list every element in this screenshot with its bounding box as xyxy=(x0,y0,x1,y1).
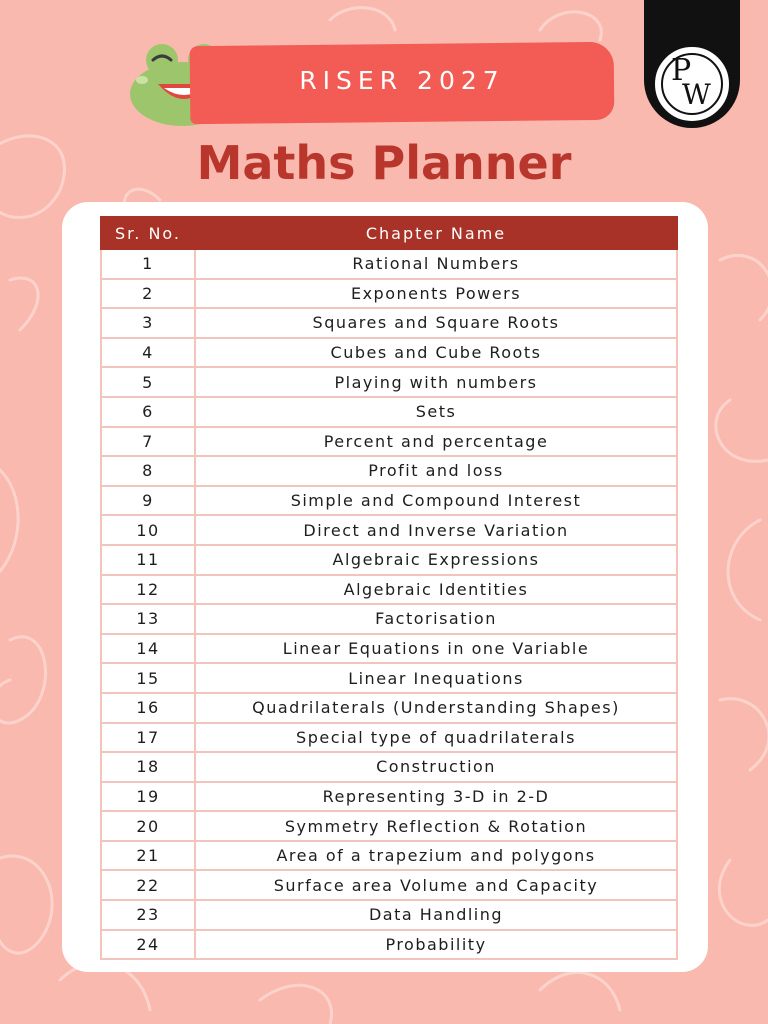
row-chapter-name: Surface area Volume and Capacity xyxy=(195,870,677,900)
row-sr-no: 3 xyxy=(101,308,195,338)
table-row xyxy=(101,811,677,841)
table-row xyxy=(101,249,677,279)
table-row xyxy=(101,634,677,664)
row-sr-no: 19 xyxy=(101,782,195,812)
page-title: Maths Planner xyxy=(196,136,572,190)
table-row xyxy=(101,782,677,812)
row-chapter-name: Sets xyxy=(195,397,677,427)
table-row xyxy=(101,841,677,871)
row-sr-no: 14 xyxy=(101,634,195,664)
table-row xyxy=(101,279,677,309)
row-sr-no: 2 xyxy=(101,279,195,309)
table-row xyxy=(101,604,677,634)
row-sr-no: 22 xyxy=(101,870,195,900)
row-sr-no: 23 xyxy=(101,900,195,930)
table-row xyxy=(101,723,677,753)
row-sr-no: 5 xyxy=(101,367,195,397)
row-sr-no: 8 xyxy=(101,456,195,486)
table-row xyxy=(101,930,677,960)
chapter-table xyxy=(100,216,678,960)
row-chapter-name: Profit and loss xyxy=(195,456,677,486)
row-sr-no: 12 xyxy=(101,575,195,605)
row-sr-no: 21 xyxy=(101,841,195,871)
banner-label: RISER 2027 xyxy=(299,66,505,95)
row-sr-no: 16 xyxy=(101,693,195,723)
row-sr-no: 6 xyxy=(101,397,195,427)
row-chapter-name: Percent and percentage xyxy=(195,427,677,457)
row-chapter-name: Linear Equations in one Variable xyxy=(195,634,677,664)
row-chapter-name: Playing with numbers xyxy=(195,367,677,397)
row-chapter-name: Cubes and Cube Roots xyxy=(195,338,677,368)
table-row xyxy=(101,545,677,575)
row-chapter-name: Direct and Inverse Variation xyxy=(195,515,677,545)
row-chapter-name: Symmetry Reflection & Rotation xyxy=(195,811,677,841)
row-chapter-name: Algebraic Identities xyxy=(195,575,677,605)
row-sr-no: 10 xyxy=(101,515,195,545)
table-row xyxy=(101,693,677,723)
row-chapter-name: Algebraic Expressions xyxy=(195,545,677,575)
row-chapter-name: Representing 3-D in 2-D xyxy=(195,782,677,812)
table-row xyxy=(101,456,677,486)
row-chapter-name: Linear Inequations xyxy=(195,663,677,693)
row-chapter-name: Special type of quadrilaterals xyxy=(195,723,677,753)
table-row xyxy=(101,338,677,368)
table-row xyxy=(101,367,677,397)
table-row xyxy=(101,308,677,338)
row-sr-no: 4 xyxy=(101,338,195,368)
row-chapter-name: Construction xyxy=(195,752,677,782)
pw-logo-icon xyxy=(652,44,732,124)
row-sr-no: 11 xyxy=(101,545,195,575)
table-body xyxy=(101,249,677,959)
row-sr-no: 20 xyxy=(101,811,195,841)
row-chapter-name: Squares and Square Roots xyxy=(195,308,677,338)
table-row xyxy=(101,752,677,782)
header-chapter-name: Chapter Name xyxy=(195,217,677,249)
row-sr-no: 18 xyxy=(101,752,195,782)
row-sr-no: 9 xyxy=(101,486,195,516)
row-chapter-name: Quadrilaterals (Understanding Shapes) xyxy=(195,693,677,723)
table-row xyxy=(101,515,677,545)
table-row xyxy=(101,900,677,930)
logo-letter-p: P xyxy=(671,53,692,88)
row-chapter-name: Factorisation xyxy=(195,604,677,634)
row-chapter-name: Probability xyxy=(195,930,677,960)
row-chapter-name: Data Handling xyxy=(195,900,677,930)
table-row xyxy=(101,663,677,693)
table-row xyxy=(101,397,677,427)
row-chapter-name: Rational Numbers xyxy=(195,249,677,279)
header-sr-no: Sr. No. xyxy=(101,217,195,249)
row-sr-no: 24 xyxy=(101,930,195,960)
row-sr-no: 1 xyxy=(101,249,195,279)
row-sr-no: 17 xyxy=(101,723,195,753)
table-row xyxy=(101,870,677,900)
table-row xyxy=(101,486,677,516)
row-sr-no: 13 xyxy=(101,604,195,634)
table-row xyxy=(101,575,677,605)
row-chapter-name: Area of a trapezium and polygons xyxy=(195,841,677,871)
row-sr-no: 15 xyxy=(101,663,195,693)
logo-letter-w: W xyxy=(682,78,711,111)
row-chapter-name: Exponents Powers xyxy=(195,279,677,309)
table-header-row xyxy=(101,217,677,249)
row-chapter-name: Simple and Compound Interest xyxy=(195,486,677,516)
table-row xyxy=(101,427,677,457)
row-sr-no: 7 xyxy=(101,427,195,457)
